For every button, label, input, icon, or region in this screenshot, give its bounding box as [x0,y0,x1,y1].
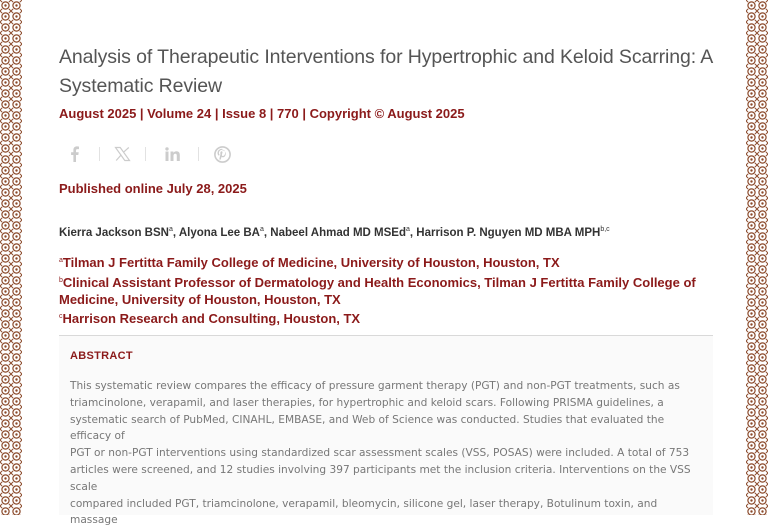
x-twitter-icon[interactable] [114,143,130,165]
author-separator: , [172,227,179,239]
author-affiliation-marker: b,c [600,226,610,233]
affiliation-text: Tilman J Fertitta Family College of Medicine, University of Houston, Houston, TX [62,255,560,270]
share-divider [99,147,100,161]
abstract-line: PGT or non-PGT interventions using standardized scar assessment scales (VSS, POSAS) were included. A total of 753 [70,447,690,460]
author-affiliation-marker: a [405,226,410,233]
abstract-line: compared included PGT, triamcinolone, verapamil, bleomycin, silicone gel, laser therapy, Botulinum toxin, and massage [70,497,658,527]
author-list [59,226,610,239]
share-divider [145,147,146,161]
abstract-line: articles were screened, and 12 studies involving 397 participants met the inclusion criteria. Interventions on the VSS scale [70,463,691,493]
published-date: Published online July 28, 2025 [59,181,247,196]
abstract-line: triamcinolone, verapamil, and laser therapies, for hypertrophic and keloid scars. Following PRISMA guidelines, a [70,396,664,409]
share-divider [198,147,199,161]
author-name[interactable]: Alyona Lee BA [178,227,260,239]
affiliation-text: Clinical Assistant Professor of Dermatology and Health Economics, Tilman J Fertitta Family College of Medicine, University of Houston, Houston, TX [59,275,696,307]
affiliation-marker: a [59,257,63,264]
pinterest-icon[interactable] [213,143,231,165]
affiliation-marker: b [59,277,63,284]
author-separator: , [263,227,271,239]
facebook-icon[interactable] [67,143,81,165]
author-separator: , [409,227,417,239]
affiliation-c [59,308,719,327]
abstract-heading: ABSTRACT [70,350,133,362]
author-name[interactable]: Harrison P. Nguyen MD MBA MPH [416,227,601,239]
affiliation-text: Harrison Research and Consulting, Houston, TX [62,311,361,326]
linkedin-icon[interactable] [163,143,181,165]
author-affiliation-marker: a [260,226,264,233]
affiliation-b [59,272,719,308]
share-bar [59,143,239,165]
abstract-line: systematic search of PubMed, CINAHL, EMBASE, and Web of Science was conducted. Studies that evaluated the efficacy of [70,413,665,443]
abstract-section [59,336,713,527]
affiliation-a [59,252,719,271]
author-affiliation-marker: a [168,226,173,233]
issue-info: August 2025 | Volume 24 | Issue 8 | 770 | Copyright © August 2025 [59,106,465,121]
decorative-border-left [0,0,22,515]
decorative-border-right [746,0,768,515]
abstract-line: This systematic review compares the efficacy of pressure garment therapy (PGT) and non-PGT treatments, such as [70,380,680,392]
author-name[interactable]: Nabeel Ahmad MD MSEd [270,227,406,239]
author-name[interactable]: Kierra Jackson BSN [59,227,169,239]
abstract-body [70,378,708,529]
article-title: Analysis of Therapeutic Interventions for Hypertrophic and Keloid Scarring: A Systematic Review [59,46,713,97]
affiliation-marker: c [59,313,63,320]
